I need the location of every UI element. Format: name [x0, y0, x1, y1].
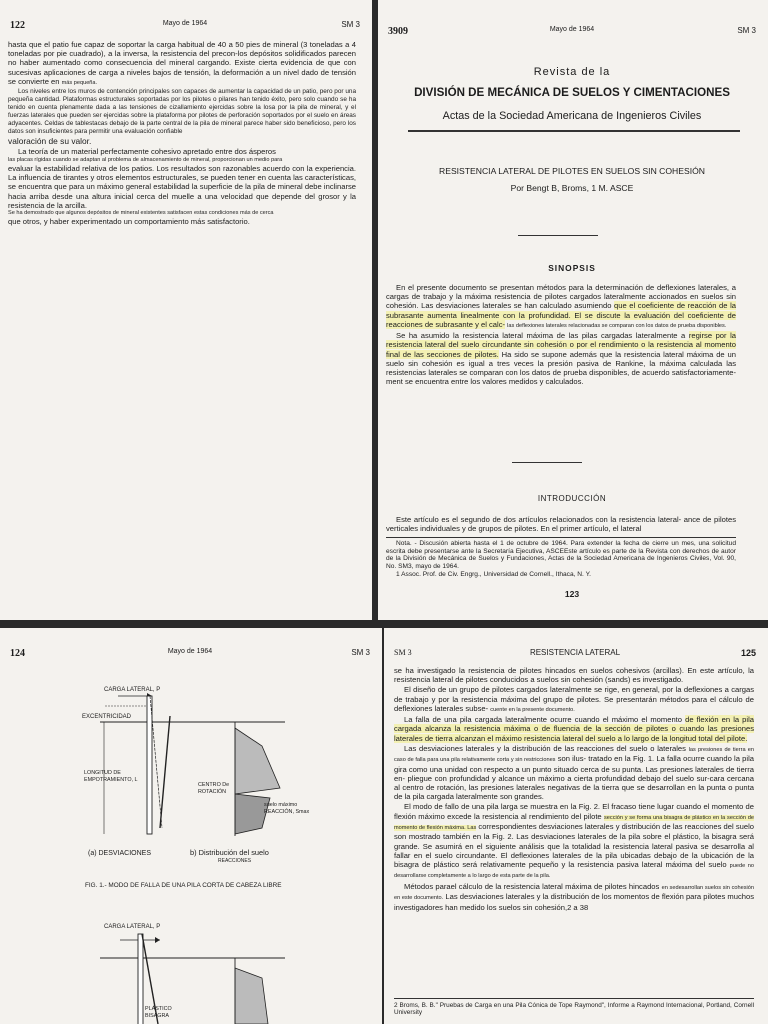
header-date: Mayo de 1964: [167, 648, 213, 655]
label-hinge: BISAGRA: [145, 1013, 169, 1019]
paragraph: Se ha asumido la resistencia lateral máxima de las pilas cargadas lateralmente a regirse por la resistencia lateral del suelo circundante sin cohesión o por el rendimiento o la resistencia al momento final de las secciones de pilotes. Ha sido se supone además que la resistencia lateral máxima de un suelo sin cohesión es igual a tres veces la presión pasiva de Rankine, la máxima calculada las resistencias laterales se comparan con los datos de prueba disponibles, de acuerdo satisfactoriamente-ment se encuentra entre los valores medidos y calculados.: [386, 331, 736, 387]
figure-caption: FIG. 1.- MODO DE FALLA DE UNA PILA CORTA DE CABEZA LIBRE: [85, 882, 282, 889]
page-number: 124: [10, 648, 25, 659]
synopsis-text: [386, 283, 736, 387]
soil-reaction-area: [235, 968, 268, 1024]
page-123: [378, 0, 768, 620]
journal-division: DIVISIÓN DE MECÁNICA DE SUELOS Y CIMENTACIONES: [414, 86, 730, 99]
soil-reaction-area: [235, 728, 280, 794]
paragraph: El diseño de un grupo de pilotes cargados lateralmente se rige, en general, por la deflexiones a cargas de trabajo y por la resistencia máxima del grupo de pilotes. Se presentarán métodos para el cálculo de deflexiones laterales subse- cuente en la presente documento.: [394, 685, 754, 713]
paragraph: que otros, y haber experimentado un comportamiento más satisfactorio.: [8, 217, 250, 227]
paragraph: La teoría de un material perfectamente cohesivo apretado entre dos ásperos: [18, 147, 276, 157]
paragraph: Las desviaciones laterales y la distribución de las reacciones del suelo o laterales las presiones de tierra en caso de falla para una pila relativamente corta y sin restricciones son ilus- tratado en la Fig. 1. La falla ocurre cuando la pila gira como una unidad con respecto a un punto situado cerca de su punta. Las presiones laterales de tierra en- pliegue con profundidad y alcance un máximo a cierta profundidad debajo del suelo sur-cara cercana al centro de rotación, las presiones laterales negativas de la tierra que se desarrollan en la punta o punta de la pila cargada lateralmente son grandes.: [394, 743, 754, 802]
label-hinge: PLÁSTICO: [145, 1006, 172, 1012]
rotated-pile: [160, 716, 170, 828]
body-text: [394, 666, 754, 913]
figure-1: [0, 628, 382, 1024]
header-date: Mayo de 1964: [549, 26, 595, 33]
label-max-reaction: suelo máximo: [264, 802, 298, 808]
page-124: [0, 628, 382, 1024]
caption-a: (a) DESVIACIONES: [88, 850, 152, 857]
header-issue: SM 3: [341, 20, 360, 29]
page-125: [384, 628, 768, 1024]
page-number: 122: [10, 20, 25, 31]
label-length: LONGITUD DE: [84, 770, 121, 776]
page-header: [388, 26, 756, 40]
header-title: RESISTENCIA LATERAL: [529, 648, 621, 657]
label-lateral-load: CARGA LATERAL, P: [104, 687, 161, 693]
page-number: 3909: [388, 26, 408, 37]
journal-subtitle: Actas de la Sociedad Americana de Ingenieros Civiles: [442, 110, 702, 122]
label-eccentricity: EXCENTRICIDAD: [82, 714, 132, 720]
article-title: RESISTENCIA LATERAL DE PILOTES EN SUELOS SIN COHESIÓN: [439, 166, 705, 176]
page-122: [0, 0, 372, 620]
divider: [518, 235, 598, 236]
header-issue: SM 3: [737, 26, 756, 35]
paragraph: Este artículo es el segundo de dos artículos relacionados con la resistencia lateral- ance de pilotes verticales individuales y de grupos de pilotes. En el primer artículo, el lateral: [386, 515, 736, 534]
label-lateral-load: CARGA LATERAL, P: [104, 924, 161, 930]
header-issue: SM 3: [351, 648, 370, 657]
section-heading: SINOPSIS: [548, 263, 596, 273]
label-length: EMPOTRAMIENTO, L: [84, 777, 138, 783]
journal-name: Revista de la: [533, 66, 611, 78]
paragraph: valoración de su valor.: [8, 136, 92, 147]
paragraph: hasta que el patio fue capaz de soportar la carga habitual de 40 a 50 pies de mineral (3 toneladas a 4 toneladas por pie cuadrado), a la inversa, la resistencia del precon-los depósitos solidificados parecen no haber aumentado como consecuencia del mineral cargando. Existe cierta evidencia de que con sucesivas aplicaciones de carga a niveles bajos de tensión, la deformación a un nivel dado de tensión se convierte en más pequeña.: [8, 40, 356, 86]
footnote: Nota. - Discusión abierta hasta el 1 de octubre de 1964. Para extender la fecha de cierre un mes, una solicitud escrita debe presentarse ante la Secretaría Ejecutiva, ASCEEste artículo es parte de la Revista con derechos de autor de la División de Mecánica de Suelos y Fundaciones, Actas de la Sociedad Americana de Ingenieros Civiles, Vol. 90, No. SM3, mayo de 1964. 1 Assoc. Prof. de Civ. Engrg., Universidad de Cornell., Ithaca, N. Y.: [386, 540, 736, 579]
divider: [408, 130, 740, 132]
intro-text: [386, 515, 736, 534]
article-author: Por Bengt B, Broms, 1 M. ASCE: [510, 183, 634, 193]
caption-b: REACCIONES: [218, 858, 252, 864]
paragraph: las placas rígidas cuando se adaptan al problema de almacenamiento de mineral, proporcionan un medio para: [8, 156, 283, 163]
paragraph: evaluar la estabilidad relativa de los patios. Los resultados son razonables acuerdo con la experiencia. La influencia de tirantes y otros elementos estructurales, se pueden tener en cuenta las características, se encuentra que para un máximo general estabilidad la superficie de la pila de mineral debe inclinarse hacia arriba desde una altura inicial cerca del muelle a una velocidad que depende del grosor y la resistencia de la arcilla.: [8, 164, 356, 210]
footnote-rule: [386, 537, 736, 538]
caption-b: b) Distribución del suelo: [190, 848, 269, 857]
label-max-reaction: REACCIÓN, Smax: [264, 809, 310, 815]
footnote: 2 Broms, B. B." Pruebas de Carga en una Pila Cónica de Tope Raymond", Informe a Raymond Internacional, Portland, Cornell University: [394, 1002, 754, 1017]
header-issue: SM 3: [394, 648, 412, 657]
pile: [138, 934, 143, 1024]
label-center: CENTRO De: [198, 782, 230, 788]
pile: [147, 696, 152, 834]
body-text: [8, 40, 356, 228]
page-number: 125: [740, 648, 756, 658]
paragraph: se ha investigado la resistencia de pilotes hincados en suelos cohesivos (arcillas). En este artículo, la resistencia lateral de pilotes conducidos a suelos sin cohesión (sands) es investigado.: [394, 666, 754, 685]
paragraph: La falla de una pila cargada lateralmente ocurre cuando el máximo el momento de flexión en la pila cargada alcanza la resistencia máxima o de fluencia de la sección de pilotes o cuando las presiones laterales de tierra alcanzan el máximo resistencia lateral del suelo a lo largo de la longitud total del pilote.: [394, 715, 755, 743]
header-date: Mayo de 1964: [162, 20, 208, 27]
paragraph: El modo de fallo de una pila larga se muestra en la Fig. 2. El fracaso tiene lugar cuando el momento de flexión máximo excede la resistencia al rendimiento del pilote sección y se forma una bisagra de plástico en la sección de momento de flexión máxima. Las correspondientes desviaciones laterales y distribución de las reacciones del suelo son mostrado también en la Fig. 2. Las desviaciones laterales de la pila sobre el plástico, la bisagra será grande. Se asumirá en el siguiente análisis que la totalidad la resistencia lateral pasiva se desarrolla al fallar en el suelo circundante. El deflexiones laterales de la pila ubicadas debajo de la ubicación de la bisagra de plástico será relativamente pequeño y la resistencia pasiva lateral máxima del suelo puede no desarrollarse completamente a lo largo de esta parte de la pila.: [394, 802, 754, 880]
page-number-footer: 123: [564, 589, 580, 599]
label-center: ROTACIÓN: [198, 789, 227, 795]
paragraph: Los niveles entre los muros de contención principales son capaces de aumentar la capacidad de un patio, pero por una pequeña cantidad. Plataformas estructurales soportadas por los pilotes o pilares han tenido éxito, pero solo cuando se ha tenido en cuenta plenamente dada a las tensiones de cizallamiento ejercidas sobre la losa por la pila de mineral, y el fuerzas laterales que pueden ser ejercidas sobre la plataforma por pilotes de perforación soportados por el suelo en áreas adyacentes. Celdas de tablestacas debajo de la parte central de la pila de mineral parece haber sido beneficioso, pero los datos son insuficientes para permitir una evaluación confiable: [8, 88, 356, 136]
section-heading: INTRODUCCIÓN: [537, 494, 607, 503]
page-header: [10, 20, 360, 34]
paragraph: Se ha demostrado que algunos depósitos de mineral existentes satisfacen estas condiciones más de cerca: [8, 210, 274, 217]
footnote-rule: [394, 998, 754, 999]
page-header: [394, 648, 756, 662]
paragraph: Métodos parael cálculo de la resistencia lateral máxima de pilotes hincados en sedesarrollan suelos sin cohesión en este documento. Las desviaciones laterales y la distribución de los momentos de flexión para pilotes muchos investigadores han medido los suelos sin cohesión,2 a 38: [394, 881, 754, 912]
paragraph: En el presente documento se presentan métodos para la determinación de deflexiones laterales, a cargas de trabajo y la máxima resistencia de pilotes cargados lateralmente accionados en suelos sin cohesión. Las desviaciones laterales se han calculado asumiendo que el coeficiente de reacción de la subrasante aumenta linealmente con la profundidad. El se discute la evaluación del coeficiente de reacciones de subrasante y el calc- las deflexiones laterales relacionadas se comparan con los datos de prueba disponibles.: [386, 283, 736, 329]
divider: [512, 462, 582, 463]
arrow-head: [155, 937, 160, 943]
